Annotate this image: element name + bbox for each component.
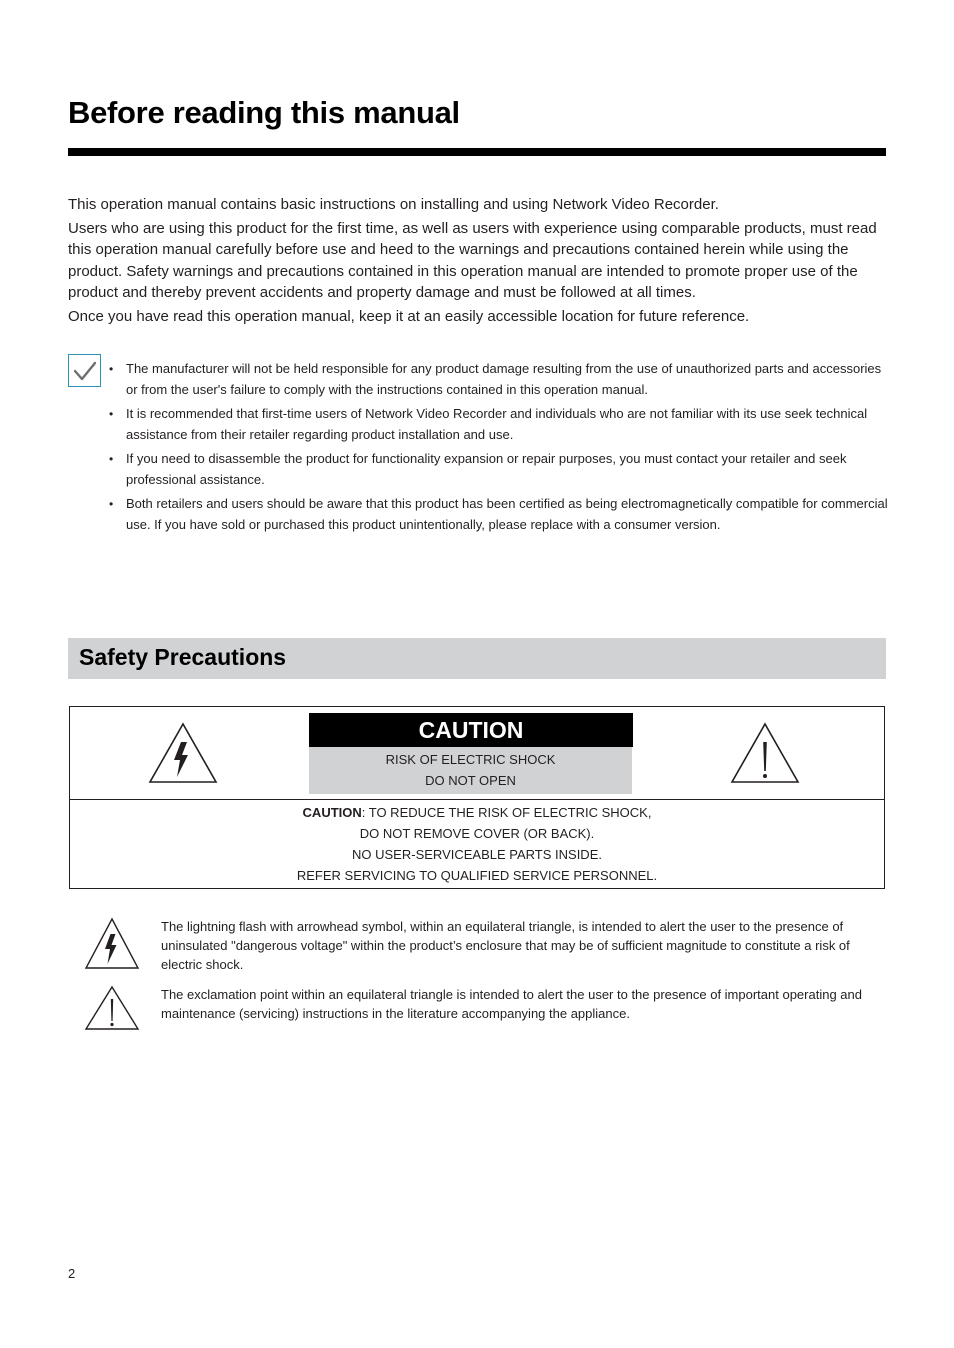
caution-sublabel [309, 747, 632, 794]
caution-line: REFER SERVICING TO QUALIFIED SERVICE PERSONNEL. [296, 868, 658, 883]
caution-sub-line: RISK OF ELECTRIC SHOCK [385, 752, 556, 767]
note-item: • It is recommended that first-time users of Network Video Recorder and individuals who are not familiar with its use seek technical assistance from their retailer regarding product installation and use. [108, 404, 888, 445]
caution-label: CAUTION [309, 713, 633, 747]
section-header [68, 638, 886, 679]
caution-line [70, 802, 884, 823]
page-number: 2 [68, 1266, 76, 1281]
exclamation-warning-icon [730, 722, 800, 789]
intro-text [68, 194, 886, 330]
caution-sub-line: DO NOT OPEN [425, 773, 516, 788]
caution-lead: CAUTION [302, 805, 362, 820]
caution-divider [70, 799, 884, 800]
notes-list [108, 359, 888, 539]
caution-panel-top [70, 707, 884, 800]
note-item: • Both retailers and users should be aware that this product has been certified as being electromagnetically compatible for commercial use. If you have sold or purchased this product unintentionally, please replace with a consumer version. [108, 494, 888, 535]
title-rule [68, 148, 886, 156]
caution-line: DO NOT REMOVE COVER (OR BACK). [359, 826, 595, 841]
section-title: Safety Precautions [79, 644, 287, 670]
symbol-explanation-text: The lightning flash with arrowhead symbol, within an equilateral triangle, is intended to alert the user to the presence of uninsulated "dangerous voltage" within the product’s enclosure that may be of sufficient magnitude to constitute a risk of electric shock. [161, 919, 850, 972]
note-item: • If you need to disassemble the product for functionality expansion or repair purposes, you must contact your retailer and seek professional assistance. [108, 449, 888, 490]
symbol-explanation-text: The exclamation point within an equilateral triangle is intended to alert the user to the presence of important operating and maintenance (servicing) instructions in the literature accompanying the appliance. [161, 987, 862, 1021]
intro-paragraph: Users who are using this product for the first time, as well as users with experience using comparable products, must read this operation manual carefully before use and heed to the warnings and precautions contained herein while using the product. Safety warnings and precautions contained in this operation manual are intended to promote proper use of the product and thereby prevent accidents and property damage and must be followed at all times. [68, 219, 877, 302]
intro-paragraph: This operation manual contains basic instructions on installing and using Network Video Recorder. [68, 196, 719, 213]
exclamation-warning-icon [84, 985, 140, 1036]
checkmark-icon [68, 354, 101, 387]
lightning-warning-icon [84, 917, 140, 975]
lightning-warning-icon [148, 722, 218, 789]
caution-panel [69, 706, 885, 889]
caution-line-text: : TO REDUCE THE RISK OF ELECTRIC SHOCK, [361, 805, 652, 820]
caution-line: NO USER-SERVICEABLE PARTS INSIDE. [352, 847, 602, 862]
page-title: Before reading this manual [68, 95, 460, 130]
intro-paragraph: Once you have read this operation manual, keep it at an easily accessible location for future reference. [68, 307, 750, 325]
caution-instructions [70, 802, 884, 886]
note-item: • The manufacturer will not be held responsible for any product damage resulting from the use of unauthorized parts and accessories or from the user's failure to comply with the instructions contained in this operation manual. [108, 359, 888, 400]
